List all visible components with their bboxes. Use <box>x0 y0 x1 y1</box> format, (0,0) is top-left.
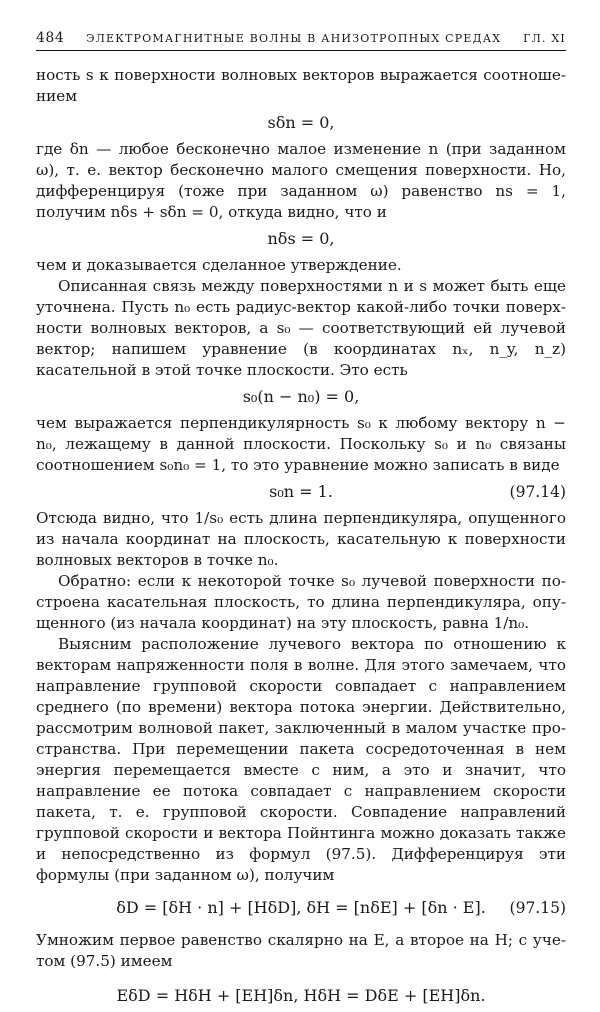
equation-5 <box>36 896 566 920</box>
equation-2-body: nδs = 0, <box>267 229 335 248</box>
running-title: ЭЛЕКТРОМАГНИТНЫЕ ВОЛНЫ В АНИЗОТРОПНЫХ СРЕДАХ <box>86 32 502 45</box>
equation-3-body: s₀(n − n₀) = 0, <box>242 387 360 406</box>
page-number: 484 <box>36 30 65 46</box>
paragraph-4: Описанная связь между поверхностями n и s может быть еще уточнена. Пусть n₀ есть радиус-вектор какой-либо точки поверхности волновых векторов, а s₀ — соответствующий ей лучевой вектор; напишем уравнение (в координатах nₓ, n_y, n_z) касательной в этой точке плоскости. Это есть <box>36 277 566 379</box>
paragraph-9: Умножим первое равенство скалярно на E, а второе на H; с учетом (97.5) имеем <box>36 931 566 970</box>
equation-4-number: (97.14) <box>509 483 566 501</box>
chapter-label: ГЛ. XI <box>523 32 566 45</box>
equation-3 <box>36 385 566 409</box>
equation-5-body: δD = [δH · n] + [HδD], δH = [nδE] + [δn · E]. <box>116 898 486 917</box>
paragraph-2: где δn — любое бесконечно малое изменение n (при заданном ω), т. е. вектор бесконечно малого смещения поверхности. Но, дифференцируя (тоже при заданном ω) равенство ns = 1, получим nδs + sδn = 0, откуда видно, что и <box>36 140 566 221</box>
equation-6-body: EδD = HδH + [EH]δn, HδH = DδE + [EH]δn. <box>116 986 486 1005</box>
equation-5-number: (97.15) <box>509 899 566 917</box>
paragraph-5: чем выражается перпендикулярность s₀ к любому вектору n − n₀, лежащему в данной плоскости. Поскольку s₀ и n₀ связаны соотношением s₀n₀ = 1, то это уравнение можно записать в виде <box>36 414 566 474</box>
paragraph-6: Отсюда видно, что 1/s₀ есть длина перпендикуляра, опущенного из начала координат на плоскость, касательную к поверхности волновых векторов в точке n₀. <box>36 509 566 569</box>
book-page <box>36 30 566 1012</box>
paragraph-1: ность s к поверхности волновых векторов выражается соотношением <box>36 66 566 105</box>
equation-1 <box>36 111 566 135</box>
paragraph-3: чем и доказывается сделанное утверждение. <box>36 256 402 274</box>
equation-6 <box>36 984 566 1008</box>
page-header <box>36 30 566 51</box>
equation-1-body: sδn = 0, <box>267 113 335 132</box>
equation-2 <box>36 227 566 251</box>
equation-4 <box>36 480 566 504</box>
equation-4-body: s₀n = 1. <box>269 482 333 501</box>
paragraph-8: Выясним расположение лучевого вектора по отношению к векторам напряженности поля в волне. Для этого замечаем, что направление групповой скорости совпадает с направлением среднего (по времени) вектора потока энергии. Действительно, рассмотрим волновой пакет, заключенный в малом участке пространства. При перемещении пакета сосредоточенная в нем энергия перемещается вместе с ним, а это и значит, что направление ее потока совпадает с направлением скорости пакета, т. е. групповой скорости. Совпадение направлений групповой скорости и вектора Пойнтинга можно доказать также и непосредственно из формул (97.5). Дифференцируя эти формулы (при заданном ω), получим <box>36 635 566 884</box>
paragraph-7: Обратно: если к некоторой точке s₀ лучевой поверхности построена касательная плоскость, то длина перпендикуляра, опущенного (из начала координат) на эту плоскость, равна 1/n₀. <box>36 572 566 632</box>
